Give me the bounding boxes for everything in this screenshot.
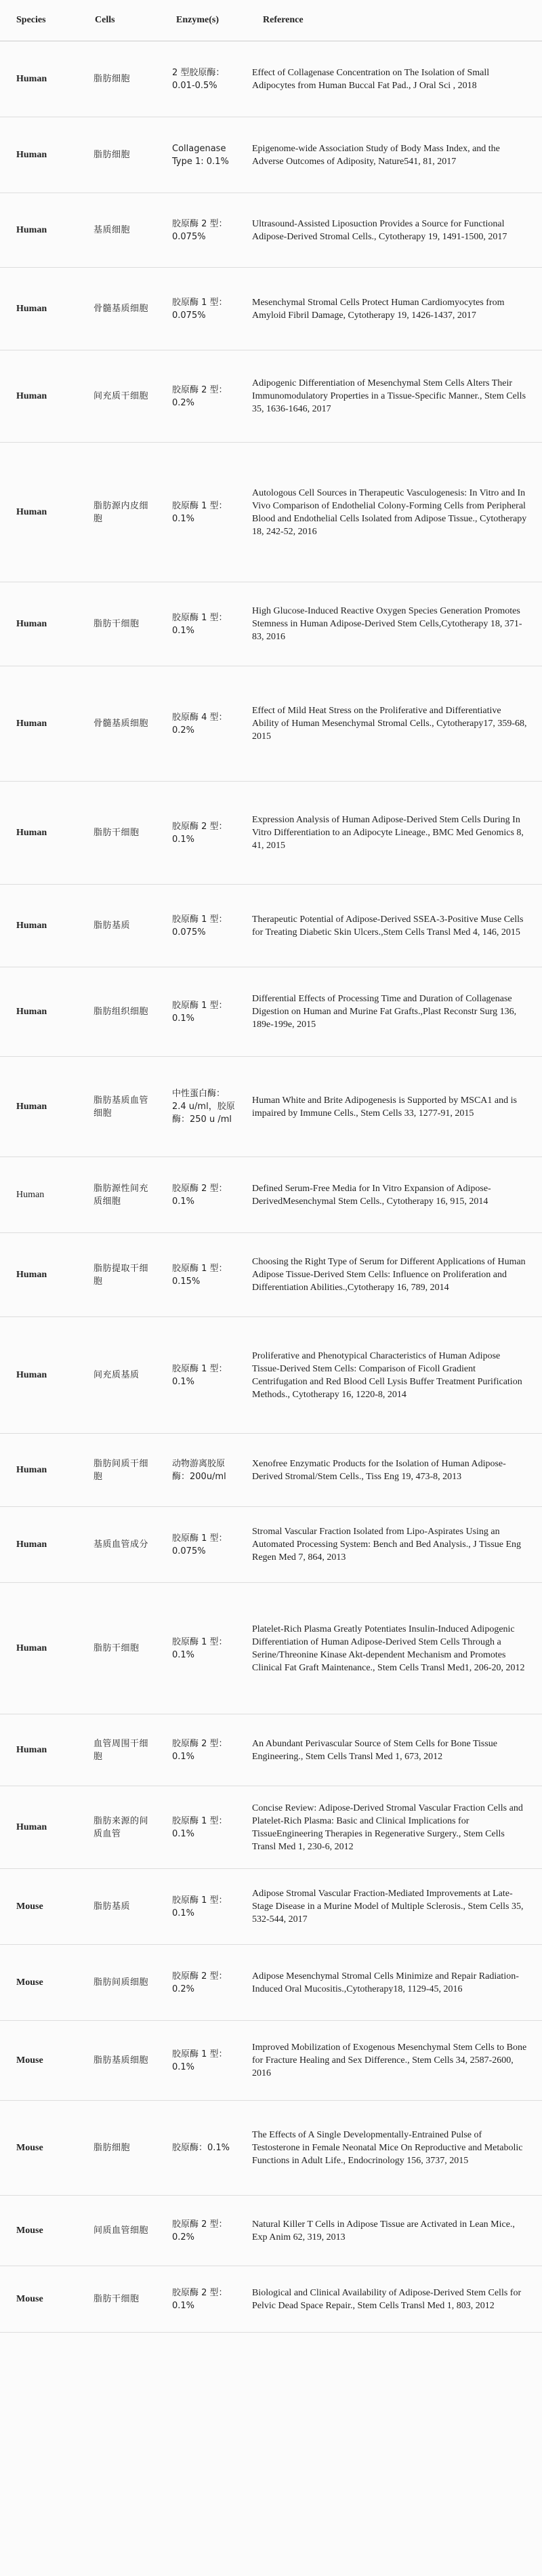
reference-cell: Differential Effects of Processing Time and Duration of Collagenase Digestion on Human and Murine Fat Grafts.,Plast Reconstr Surg 136, 189e-199e, 2015 [252, 994, 517, 1030]
species-cell: Human [16, 304, 47, 314]
species-cell: Mouse [16, 1901, 43, 1912]
species-cell: Human [16, 507, 47, 517]
reference-cell: Expression Analysis of Human Adipose-Derived Stem Cells During In Vitro Differentiation to an Adipocyte Lineage., BMC Med Genomics 8, 41, 2015 [252, 815, 524, 851]
enzyme-cell: 2 型胶原酶：0.01-0.5% [172, 67, 225, 91]
reference-cell: Adipose Mesenchymal Stromal Cells Minimize and Repair Radiation-Induced Oral Mucositis.,Cytotherapy18, 1129-45, 2016 [252, 1971, 519, 1994]
table-row [0, 1317, 542, 1434]
table-row [0, 117, 542, 193]
table-row [0, 885, 542, 967]
reference-cell: Biological and Clinical Availability of Adipose-Derived Stem Cells for Pelvic Dead Space Repair., Stem Cells Transl Med 1, 803, 2012 [252, 2287, 522, 2311]
cells-cell: 间充质基质 [93, 1370, 140, 1380]
reference-cell: Adipose Stromal Vascular Fraction-Mediated Improvements at Late-Stage Disease in a Murine Model of Multiple Sclerosis., Stem Cells 35, 532-544, 2017 [252, 1889, 524, 1925]
table-row [0, 1945, 542, 2021]
reference-cell: Improved Mobilization of Exogenous Mesenchymal Stem Cells to Bone for Fracture Healing and Sex Difference., Stem Cells 34, 2587-2600, 2016 [252, 2042, 527, 2078]
reference-cell: High Glucose-Induced Reactive Oxygen Species Generation Promotes Stemness in Human Adipose-Derived Stem Cells,Cytotherapy 18, 371-83, 2016 [252, 606, 522, 642]
table-row [0, 1869, 542, 1945]
reference-cell: Concise Review: Adipose-Derived Stromal Vascular Fraction Cells and Platelet-Rich Plasma: Basic and Clinical Implications for TissueEngineering Therapies in Regenerative Surgery., Stem Cells Transl Med 1, 230-6, 2012 [252, 1803, 523, 1852]
cells-cell: 脂肪细胞 [93, 74, 131, 84]
enzyme-cell: 胶原酶 4 型：0.2% [172, 712, 228, 736]
species-cell: Human [16, 1822, 47, 1832]
enzyme-cell: 胶原酶 2 型：0.1% [172, 2287, 228, 2311]
reference-cell: Ultrasound-Assisted Liposuction Provides a Source for Functional Adipose-Derived Stromal Cells., Cytotherapy 19, 1491-1500, 2017 [252, 218, 507, 242]
species-cell: Human [16, 1643, 47, 1653]
cells-cell: 脂肪干细胞 [93, 1643, 140, 1653]
enzyme-cell: Collagenase Type 1: 0.1% [172, 143, 229, 167]
reference-cell: Proliferative and Phenotypical Characteristics of Human Adipose Tissue-Derived Stem Cells: Comparison of Ficoll Gradient Centrifugation and Red Blood Cell Lysis Buffer Treatment Purification Methods., Cytotherapy 16, 1220-8, 2014 [252, 1350, 522, 1400]
species-cell: Human [16, 1539, 47, 1550]
reference-cell: Xenofree Enzymatic Products for the Isolation of Human Adipose-Derived Stromal/Stem Cells., Tiss Eng 19, 473-8, 2013 [252, 1458, 506, 1482]
reference-cell: Adipogenic Differentiation of Mesenchymal Stem Cells Alters Their Immunomodulatory Properties in a Tissue-Specific Manner., Stem Cells 35, 1636-1646, 2017 [252, 378, 526, 414]
table-row [0, 967, 542, 1057]
table-body [0, 41, 542, 2333]
cells-cell: 基质细胞 [93, 225, 131, 235]
species-cell: Mouse [16, 2143, 43, 2153]
table-row [0, 41, 542, 117]
enzyme-cell: 胶原酶 2 型：0.2% [172, 2219, 228, 2242]
cells-cell: 脂肪细胞 [93, 150, 131, 160]
table-row [0, 2266, 542, 2333]
enzyme-cell: 胶原酶 2 型：0.1% [172, 1738, 228, 1762]
enzyme-cell: 胶原酶 1 型：0.1% [172, 2049, 228, 2072]
species-cell: Human [16, 1370, 47, 1380]
cells-cell: 脂肪来源的间质血管 [93, 1815, 149, 1839]
reference-cell: Therapeutic Potential of Adipose-Derived SSEA-3-Positive Muse Cells for Treating Diabetic Skin Ulcers.,Stem Cells Transl Med 4, 146, 2015 [252, 914, 524, 938]
enzyme-cell: 胶原酶 1 型：0.15% [172, 1263, 228, 1287]
cells-cell: 脂肪基质 [93, 921, 131, 931]
species-cell: Human [16, 719, 47, 729]
reference-cell: Defined Serum-Free Media for In Vitro Expansion of Adipose-DerivedMesenchymal Stem Cells., Cytotherapy 16, 915, 2014 [252, 1183, 491, 1207]
cells-cell: 骨髓基质细胞 [93, 304, 149, 314]
species-cell: Human [16, 619, 47, 629]
table-row [0, 2021, 542, 2101]
header-cells: Cells [95, 15, 115, 25]
cells-cell: 脂肪基质 [93, 1901, 131, 1912]
species-cell: Human [16, 1465, 47, 1475]
header-species: Species [16, 15, 46, 25]
enzyme-cell: 胶原酶 2 型：0.1% [172, 821, 228, 845]
enzyme-cell: 胶原酶 1 型：0.1% [172, 1363, 228, 1387]
table-row [0, 443, 542, 582]
enzyme-cell: 胶原酶 1 型：0.1% [172, 1895, 228, 1918]
reference-cell: Mesenchymal Stromal Cells Protect Human Cardiomyocytes from Amyloid Fibril Damage, Cytotherapy 19, 1426-1437, 2017 [252, 297, 505, 321]
table-row [0, 193, 542, 268]
enzyme-cell: 胶原酶 2 型：0.2% [172, 1971, 228, 1994]
header-enzyme: Enzyme(s) [176, 15, 219, 25]
header-reference: Reference [263, 15, 304, 25]
cells-cell: 脂肪源性间充质细胞 [93, 1183, 149, 1207]
reference-cell: Stromal Vascular Fraction Isolated from Lipo-Aspirates Using an Automated Processing System: Bench and Bed Analysis., J Tissue Eng Regen Med 7, 864, 2013 [252, 1527, 522, 1563]
species-cell: Mouse [16, 1977, 43, 1988]
cells-cell: 骨髓基质细胞 [93, 719, 149, 729]
reference-cell: The Effects of A Single Developmentally-Entrained Pulse of Testosterone in Female Neonatal Mice On Reproductive and Metabolic Functions in Adult Life., Endocrinology 156, 3737, 2015 [252, 2130, 523, 2166]
table-row [0, 782, 542, 885]
reference-cell: Human White and Brite Adipogenesis is Supported by MSCA1 and is impaired by Immune Cells., Stem Cells 33, 1277-91, 2015 [252, 1095, 517, 1119]
species-cell: Human [16, 1745, 47, 1755]
reference-cell: Platelet-Rich Plasma Greatly Potentiates Insulin-Induced Adipogenic Differentiation of Human Adipose-Derived Stem Cells Through a Serine/Threonine Kinase Akt-dependent Mechanism and Promotes Clinical Fat Graft Maintenance., Stem Cells Transl Med1, 206-20, 2012 [252, 1624, 525, 1673]
cells-cell: 脂肪组织细胞 [93, 1007, 149, 1017]
species-cell: Human [16, 1102, 47, 1112]
enzyme-cell: 动物游离胶原酶：200u/ml [172, 1458, 226, 1482]
cells-cell: 脂肪细胞 [93, 2143, 131, 2153]
enzyme-cell: 胶原酶 2 型：0.1% [172, 1183, 228, 1207]
enzyme-cell: 胶原酶 1 型：0.1% [172, 1815, 228, 1839]
cells-cell: 脂肪干细胞 [93, 619, 140, 629]
species-cell: Human [16, 150, 47, 160]
reference-cell: Effect of Mild Heat Stress on the Proliferative and Differentiative Ability of Human Mesenchymal Stromal Cells., Cytotherapy17, 359-68, 2015 [252, 706, 527, 742]
cells-cell: 脂肪干细胞 [93, 828, 140, 838]
table-row [0, 2196, 542, 2266]
enzyme-cell: 胶原酶 1 型：0.075% [172, 297, 228, 321]
cells-cell: 脂肪源内皮细胞 [93, 500, 149, 524]
table-row [0, 1583, 542, 1714]
species-cell: Mouse [16, 2226, 43, 2236]
species-cell: Mouse [16, 2055, 43, 2066]
enzyme-cell: 胶原酶 2 型：0.075% [172, 218, 228, 242]
enzyme-cell: 胶原酶 1 型：0.1% [172, 1636, 228, 1660]
table-row [0, 666, 542, 782]
table-row [0, 1233, 542, 1317]
cells-cell: 脂肪间质细胞 [93, 1977, 149, 1988]
species-cell: Human [16, 921, 47, 931]
reference-cell: Choosing the Right Type of Serum for Different Applications of Human Adipose Tissue-Derived Stem Cells: Influence on Proliferation and Differentiation Abilities.,Cytotherapy 16, 789, 2014 [252, 1257, 526, 1293]
cells-cell: 间充质干细胞 [93, 391, 149, 401]
cells-cell: 基质血管成分 [93, 1539, 149, 1550]
enzyme-cell: 胶原酶 1 型：0.1% [172, 1000, 228, 1024]
enzyme-cell: 胶原酶 1 型：0.075% [172, 1533, 228, 1556]
table-row [0, 1507, 542, 1583]
table-row [0, 2101, 542, 2196]
enzyme-cell: 中性蛋白酶：2.4 u/ml，胶原酶：250 u /ml [172, 1089, 235, 1125]
reference-cell: Effect of Collagenase Concentration on The Isolation of Small Adipocytes from Human Buccal Fat Pad., J Oral Sci , 2018 [252, 67, 490, 91]
table-row [0, 1434, 542, 1507]
cells-cell: 血管周围干细胞 [93, 1738, 149, 1762]
species-cell: Human [16, 828, 47, 838]
species-cell: Mouse [16, 2294, 43, 2304]
species-cell: Human [16, 74, 47, 84]
reference-cell: Natural Killer T Cells in Adipose Tissue are Activated in Lean Mice., Exp Anim 62, 319, 2013 [252, 2219, 515, 2242]
table-row [0, 1057, 542, 1157]
cells-cell: 脂肪基质血管细胞 [93, 1095, 149, 1119]
reference-cell: An Abundant Perivascular Source of Stem Cells for Bone Tissue Engineering., Stem Cells Transl Med 1, 673, 2012 [252, 1738, 498, 1762]
cells-cell: 脂肪间质干细胞 [93, 1458, 149, 1482]
table-row [0, 1786, 542, 1869]
enzyme-cell: 胶原酶 2 型：0.2% [172, 384, 228, 408]
enzyme-cell: 胶原酶 1 型：0.1% [172, 500, 228, 524]
species-cell: Human [16, 391, 47, 401]
species-cell: Human [16, 1190, 45, 1200]
reference-cell: Autologous Cell Sources in Therapeutic Vasculogenesis: In Vitro and In Vivo Comparison of Endothelial Colony-Forming Cells from Peripheral Blood and Endothelial Cells Isolated from Adipose Tissue., Cytotherapy 18, 242-52, 2016 [252, 487, 527, 537]
table-row [0, 350, 542, 443]
enzyme-cell: 胶原酶 1 型：0.075% [172, 914, 228, 938]
cells-cell: 脂肪基质细胞 [93, 2055, 149, 2066]
species-cell: Human [16, 1007, 47, 1017]
table-row [0, 268, 542, 350]
reference-cell: Epigenome-wide Association Study of Body Mass Index, and the Adverse Outcomes of Adiposity, Nature541, 81, 2017 [252, 143, 500, 167]
cells-cell: 脂肪提取干细胞 [93, 1263, 149, 1287]
enzyme-cell: 胶原酶：0.1% [172, 2143, 230, 2153]
table-row [0, 1157, 542, 1233]
table-header [0, 0, 542, 41]
species-cell: Human [16, 225, 47, 235]
table-row [0, 1714, 542, 1786]
table-row [0, 582, 542, 666]
cells-cell: 间质血管细胞 [93, 2226, 149, 2236]
species-cell: Human [16, 1270, 47, 1280]
cells-cell: 脂肪干细胞 [93, 2294, 140, 2304]
enzyme-cell: 胶原酶 1 型：0.1% [172, 612, 228, 636]
